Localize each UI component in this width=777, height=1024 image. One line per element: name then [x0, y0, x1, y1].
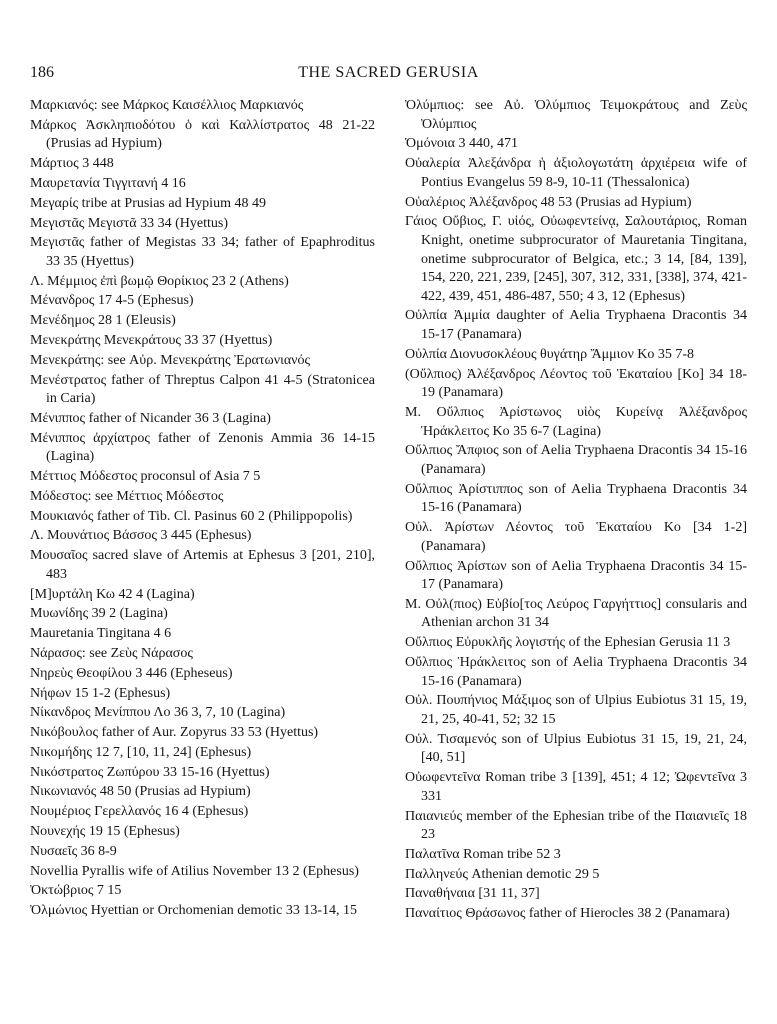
index-entry: Ὁμόνοια 3 440, 471 — [405, 136, 519, 152]
index-entry: Οὐλ. Πουπήνιος Μάξιμος son of Ulpius Eubiotus 31 15, 19, 21, 25, 40-41, 52; 32 15 — [405, 693, 747, 727]
index-entry: Νάρασος: see Ζεὺς Νάρασος — [30, 645, 193, 661]
index-entry: Νικωνιανός 48 50 (Prusias ad Hypium) — [30, 784, 251, 800]
index-entry: Νικόστρατος Ζωπύρου 33 15-16 (Hyettus) — [30, 764, 270, 780]
index-entry: Μαρκιανός: see Μάρκος Καισέλλιος Μαρκιανός — [30, 98, 304, 113]
index-entry: Παλατῖνα Roman tribe 52 3 — [405, 846, 561, 862]
index-entry: Μενέστρατος father of Threptus Calpon 41 4-5 (Stratonicea in Caria) — [30, 372, 375, 407]
index-entry: Μαυρετανία Τιγγιτανή 4 16 — [30, 175, 186, 191]
index-entry: Λ. Μουνάτιος Βάσσος 3 445 (Ephesus) — [30, 528, 252, 544]
index-entry: Οὔλπιος Ἡράκλειτος son of Aelia Tryphaena Dracontis 34 15-16 (Panamara) — [405, 655, 747, 689]
index-entry: Λ. Μέμμιος ἐπὶ βωμῷ Θορίκιος 23 2 (Athens) — [30, 273, 289, 289]
right-index-column — [405, 97, 747, 925]
index-entry: Μάρκος Ἀσκληπιοδότου ὁ καὶ Καλλίστρατος 48 21-22 (Prusias ad Hypium) — [30, 117, 375, 152]
index-entry: Μουκιανός father of Tib. Cl. Pasinus 60 2 (Philippopolis) — [30, 508, 353, 524]
index-entry: Νίκανδρος Μενίππου Λο 36 3, 7, 10 (Lagina) — [30, 705, 286, 721]
index-entry: Μ. Οὐλ(πιος) Εὐβίο[τος Λεύρος Γαργήττιος] consularis and Athenian archon 31 34 — [405, 596, 747, 631]
index-entry: Νηρεὺς Θεοφίλου 3 446 (Epheseus) — [30, 665, 233, 681]
index-entry: Μενέδημος 28 1 (Eleusis) — [30, 313, 176, 329]
index-entry: Οὔλπιος Ἀρίστιππος son of Aelia Tryphaena Dracontis 34 15-16 (Panamara) — [405, 481, 747, 516]
index-entry: Οὐωφεντεῖνα Roman tribe 3 [139], 451; 4 12; Ὠφεντεῖνα 3 331 — [405, 770, 747, 804]
index-entry: Οὔλπιος Εὐρυκλῆς λογιστής of the Ephesian Gerusia 11 3 — [405, 635, 731, 651]
index-entry: Ὀλύμπιος: see Αὐ. Ὀλύμπιος Τειμοκράτους and Ζεὺς Ὀλύμπιος — [405, 98, 747, 132]
index-entry: Οὐλπία Ἀμμία daughter of Aelia Tryphaena Dracontis 34 15-17 (Panamara) — [405, 308, 747, 343]
index-entry: Μένιππος father of Nicander 36 3 (Lagina) — [30, 410, 271, 426]
index-entry: Οὐλ. Τισαμενός son of Ulpius Eubiotus 31 15, 19, 21, 24, [40, 51] — [405, 731, 747, 766]
index-entry: Νικόβουλος father of Aur. Zopyrus 33 53 (Hyettus) — [30, 725, 319, 741]
index-entry: (Οὔλπιος) Ἀλέξανδρος Λέοντος τοῦ Ἑκαταίου [Κο] 34 18-19 (Panamara) — [405, 366, 747, 401]
running-title: THE SACRED GERUSIA — [298, 64, 479, 81]
index-entry: Παναίτιος Θράσωνος father of Hierocles 38 2 (Panamara) — [405, 906, 730, 922]
page-number: 186 — [30, 64, 54, 81]
left-index-column — [30, 97, 375, 922]
index-entry: Νυσαεῖς 36 8-9 — [30, 843, 117, 859]
index-entry: Μ. Οὔλπιος Ἀρίστωνος υἱὸς Κυρείνᾳ Ἀλέξανδρος Ἡράκλειτος Κο 35 6-7 (Lagina) — [405, 405, 747, 439]
index-entry: Μουσαῖος sacred slave of Artemis at Ephesus 3 [201, 210], 483 — [30, 548, 375, 582]
index-entry: Παναθήναια [31 11, 37] — [405, 886, 540, 902]
index-entry: Ὀλμώνιος Hyettian or Orchomenian demotic 33 13-14, 15 — [30, 903, 358, 919]
index-entry: Μεγιστᾶς Μεγιστᾶ 33 34 (Hyettus) — [30, 215, 228, 231]
index-entry: Παιανιεύς member of the Ephesian tribe of the Παιανιεῖς 18 23 — [405, 808, 747, 843]
index-entry: Μάρτιος 3 448 — [30, 156, 114, 172]
index-entry: Novellia Pyrallis wife of Atilius November 13 2 (Ephesus) — [30, 863, 359, 879]
index-entry: Νουμέριος Γερελλανός 16 4 (Ephesus) — [30, 804, 249, 820]
index-entry: Οὔλπιος Ἄπφιος son of Aelia Tryphaena Dracontis 34 15-16 (Panamara) — [405, 443, 747, 477]
index-entry: Οὐλπία Διονυσοκλέους θυγάτηρ Ἄμμιον Κο 35 7-8 — [405, 346, 695, 362]
index-entry: Παλληνεύς Athenian demotic 29 5 — [405, 866, 600, 882]
index-entry: Μενεκράτης Μενεκράτους 33 37 (Hyettus) — [30, 333, 273, 348]
index-entry: Νουνεχής 19 15 (Ephesus) — [30, 823, 180, 839]
index-entry: Γάιος Οὔβιος, Γ. υἱός, Οὐωφεντείνᾳ, Σαλουτάριος, Roman Knight, onetime subprocurator of Mauretania Tingitana, onetime subprocurator of Belgica, etc.; 3 14, [84, 139], 154, 220, 221, 239, [245], 307, 312, 331, [338], 374, 421-422, 439, 451, 486-487, 550; 4 3, 12 (Ephesus) — [405, 214, 747, 304]
index-entry: Οὔλπιος Ἀρίστων son of Aelia Tryphaena Dracontis 34 15-17 (Panamara) — [405, 558, 747, 593]
index-entry: Μυωνίδης 39 2 (Lagina) — [30, 606, 168, 622]
index-entry: [Μ]υρτάλη Κω 42 4 (Lagina) — [30, 586, 195, 602]
index-entry: Νήφων 15 1-2 (Ephesus) — [30, 685, 171, 701]
index-entry: Μεγιστᾶς father of Megistas 33 34; father of Epaphroditus 33 35 (Hyettus) — [30, 235, 375, 269]
index-entry: Οὐαλέριος Ἀλέξανδρος 48 53 (Prusias ad Hypium) — [405, 194, 692, 210]
index-entry: Μενεκράτης: see Αὐρ. Μενεκράτης Ἐρατωνιανός — [30, 352, 311, 368]
index-entry: Οὐλ. Ἀρίστων Λέοντος τοῦ Ἑκαταίου Κο [34 1-2] (Panamara) — [405, 520, 747, 554]
index-entry: Μόδεστος: see Μέττιος Μόδεστος — [30, 488, 224, 504]
index-entry: Μέττιος Μόδεστος proconsul of Asia 7 5 — [30, 469, 261, 485]
index-entry: Μένανδρος 17 4-5 (Ephesus) — [30, 293, 194, 309]
index-entry: Νικομήδης 12 7, [10, 11, 24] (Ephesus) — [30, 744, 252, 760]
index-entry: Οὐαλερία Ἀλεξάνδρα ἡ ἀξιολογωτάτη ἀρχιέρεια wife of Pontius Evangelus 59 8-9, 10-11 (Thessalonica) — [405, 156, 747, 190]
index-entry: Ὀκτώβριος 7 15 — [30, 883, 122, 899]
index-entry: Μεγαρίς tribe at Prusias ad Hypium 48 49 — [30, 195, 266, 211]
index-entry: Mauretania Tingitana 4 6 — [30, 626, 172, 642]
index-entry: Μένιππος ἀρχίατρος father of Zenonis Ammia 36 14-15 (Lagina) — [30, 430, 375, 465]
